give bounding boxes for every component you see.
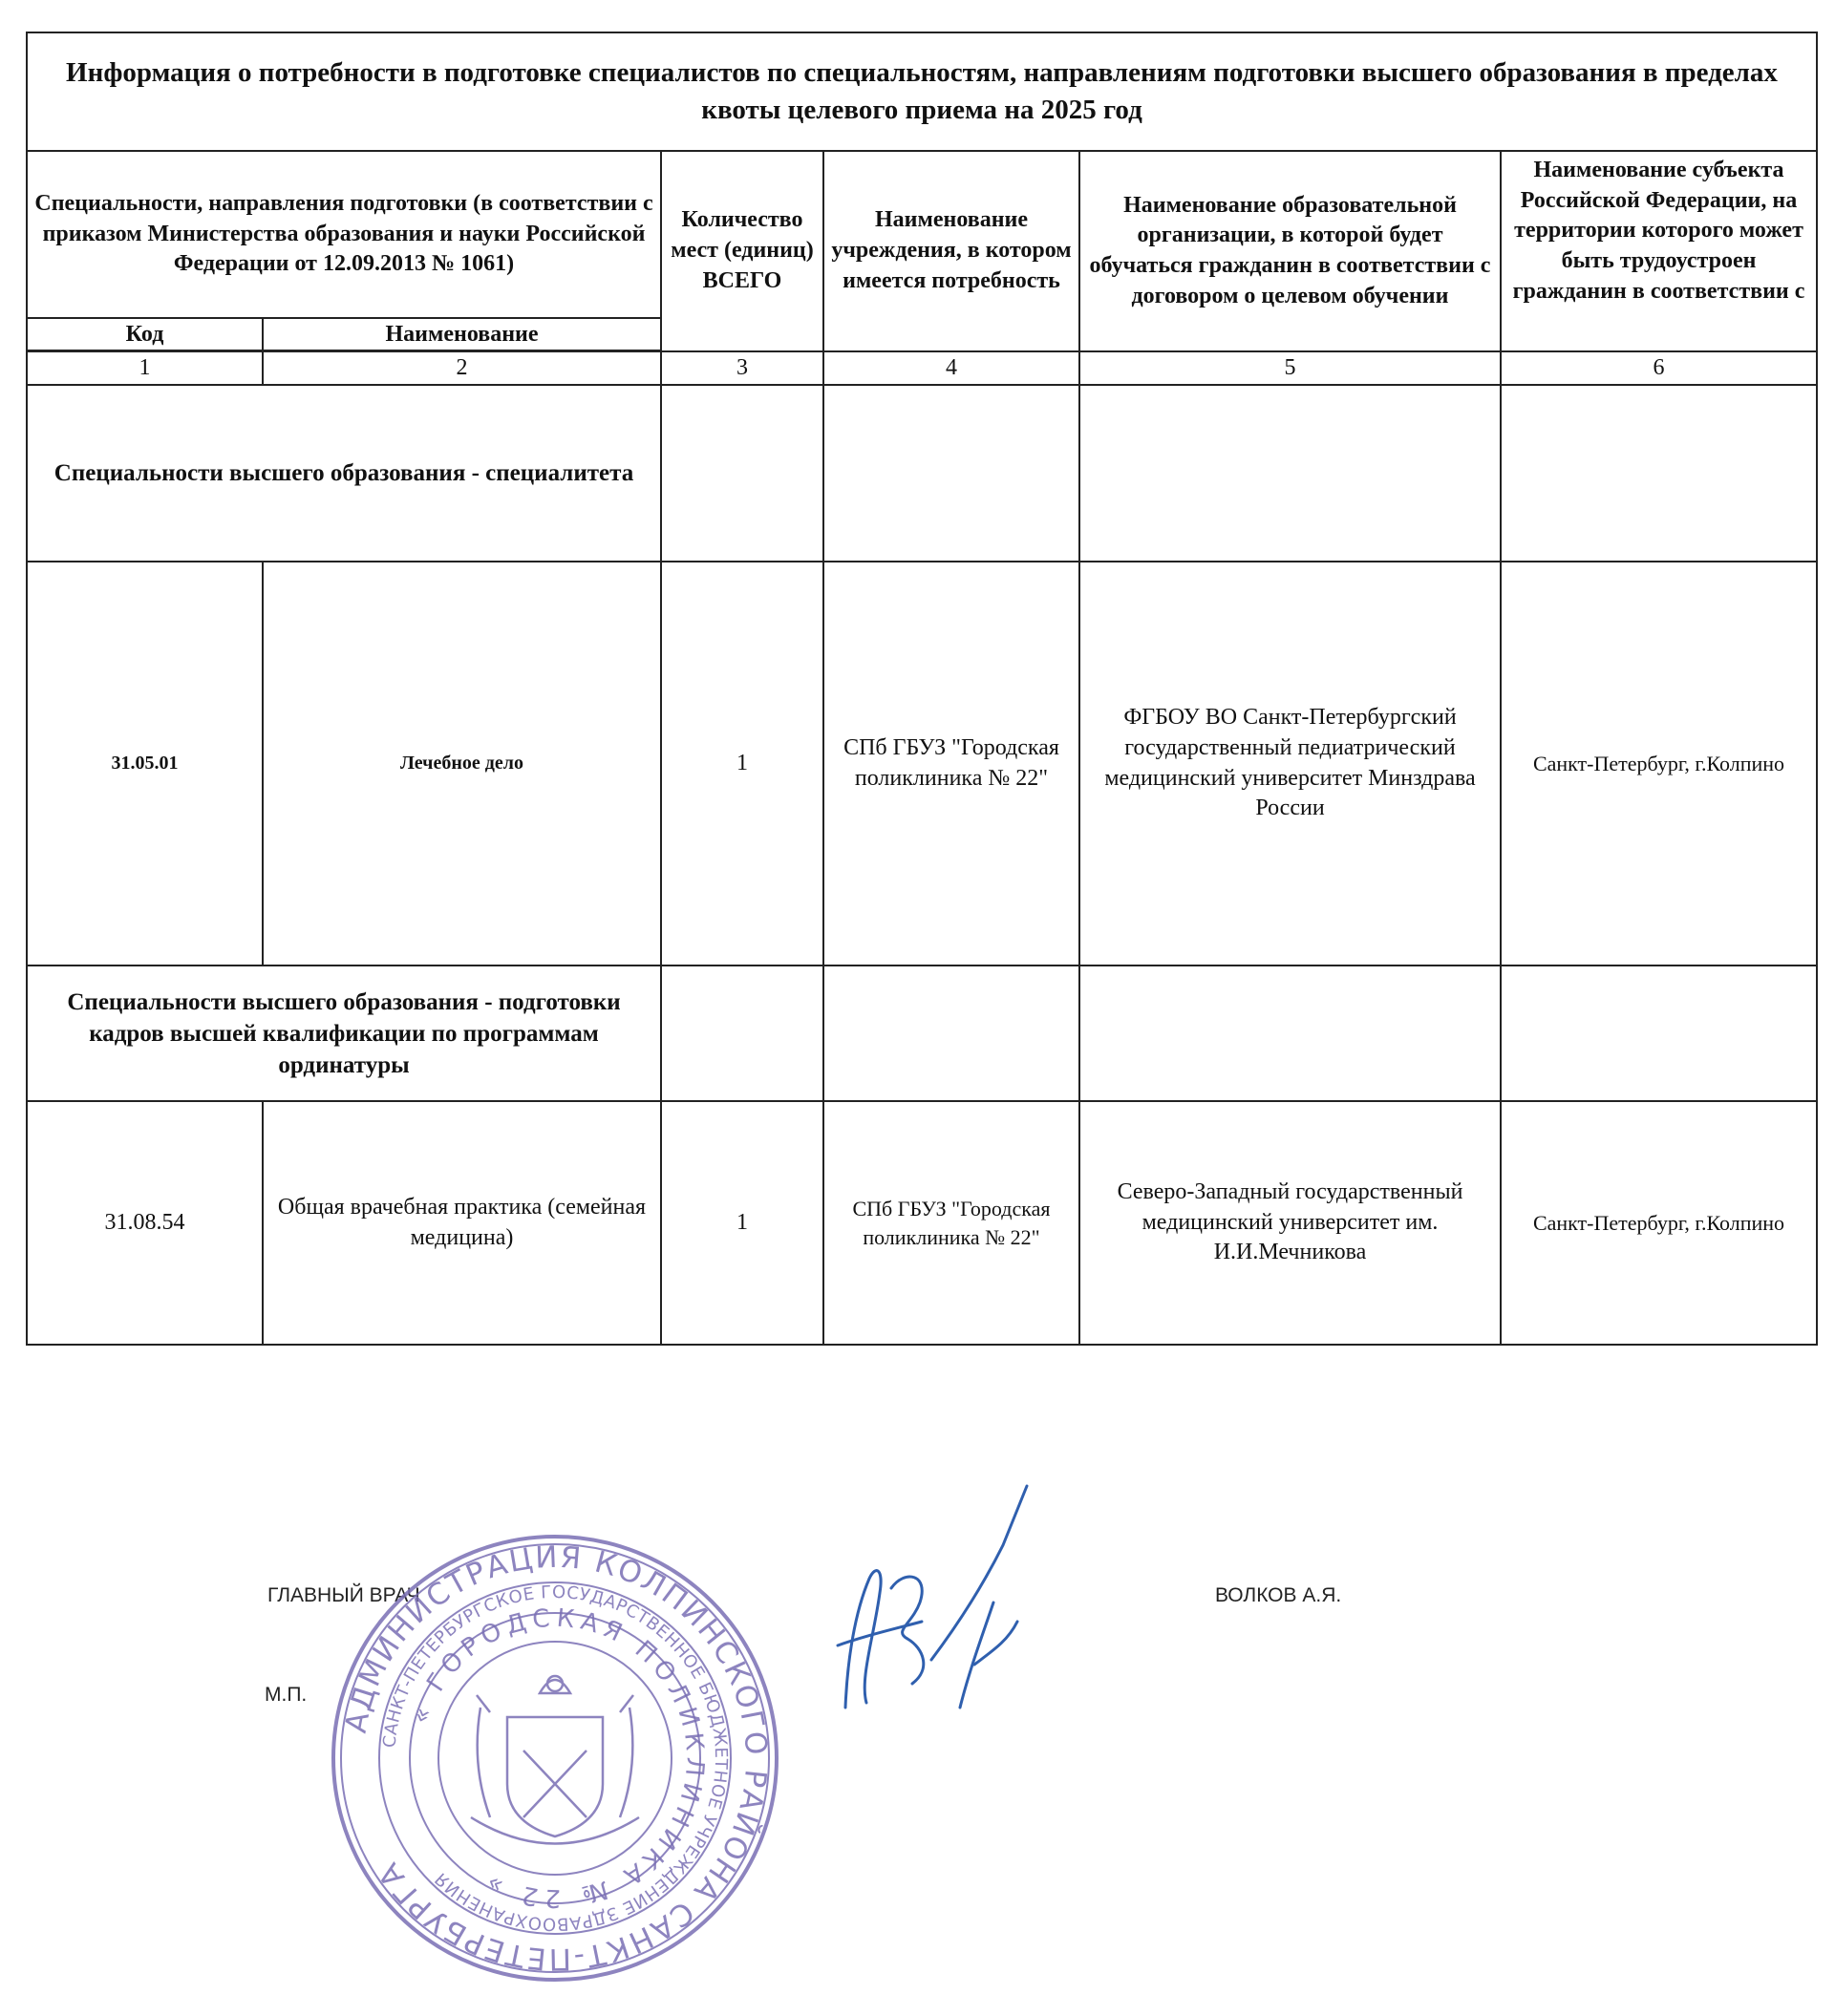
stamp-middle-text: САНКТ-ПЕТЕРБУРГСКОЕ ГОСУДАРСТВЕННОЕ БЮДЖЕТНОЕ УЧРЕЖДЕНИЕ ЗДРАВООХРАНЕНИЯ xyxy=(379,1581,732,1935)
header-specialties-group: Специальности, направления подготовки (в соответствии с приказом Министерства образования и науки Российской Федерации от 12.09.2013 № 1061) xyxy=(34,190,653,277)
row-code: 31.05.01 xyxy=(111,753,179,775)
target-quota-table xyxy=(26,32,1818,1346)
row-edu-org: Северо-Западный государственный медицинский университет им. И.И.Мечникова xyxy=(1117,1178,1463,1265)
row-edu-org: ФГБОУ ВО Санкт-Петербургский государственный педиатрический медицинский университет Минздрава России xyxy=(1104,705,1476,821)
signature xyxy=(817,1478,1075,1736)
header-institution: Наименование учреждения, в котором имеется потребность xyxy=(831,207,1072,293)
header-edu-org: Наименование образовательной организации, в которой будет обучаться гражданин в соответствии с договором о целевом обучении xyxy=(1089,192,1491,308)
row-institution: СПб ГБУЗ "Городская поликлиника № 22" xyxy=(852,1197,1051,1249)
column-number: 2 xyxy=(456,354,468,380)
column-number: 4 xyxy=(946,354,957,380)
row-institution: СПб ГБУЗ "Городская поликлиника № 22" xyxy=(843,734,1059,791)
row-subject: Санкт-Петербург, г.Колпино xyxy=(1532,1210,1785,1235)
column-number: 1 xyxy=(139,354,151,380)
header-quantity: Количество мест (единиц) ВСЕГО xyxy=(671,207,814,293)
official-stamp xyxy=(328,1531,782,1985)
header-subject: Наименование субъекта Российской Федерации, на территории которого может быть трудоустроен гражданин в соответствии с xyxy=(1512,158,1805,304)
signer-name: ВОЛКОВ А.Я. xyxy=(1215,1584,1342,1606)
row-quantity: 1 xyxy=(736,750,748,775)
page-title: Информация о потребности в подготовке специалистов по специальностям, направлениям подготовки высшего образования в пределах квоты целевого приема на 2025 год xyxy=(66,56,1778,125)
section-title: Специальности высшего образования - подготовки кадров высшей квалификации по программам ординатуры xyxy=(67,988,621,1078)
column-number: 6 xyxy=(1653,354,1665,380)
seal-place-label: М.П. xyxy=(265,1684,308,1706)
row-quantity: 1 xyxy=(736,1209,748,1235)
row-code: 31.08.54 xyxy=(104,1209,185,1235)
row-name: Лечебное дело xyxy=(400,753,523,775)
coat-of-arms-icon xyxy=(471,1676,639,1844)
header-code: Код xyxy=(125,321,164,347)
position-label: ГЛАВНЫЙ ВРАЧ xyxy=(267,1584,420,1606)
row-subject: Санкт-Петербург, г.Колпино xyxy=(1532,751,1785,775)
header-name: Наименование xyxy=(385,321,539,347)
section-title: Специальности высшего образования - специалитета xyxy=(53,460,634,486)
stamp-inner-text: « ГОРОДСКАЯ ПОЛИКЛИНИКА № 22 » xyxy=(406,1603,710,1913)
column-number: 3 xyxy=(736,354,748,380)
column-number: 5 xyxy=(1284,354,1296,380)
row-name: Общая врачебная практика (семейная медицина) xyxy=(277,1194,647,1250)
stamp-outer-text: АДМИНИСТРАЦИЯ КОЛПИНСКОГО РАЙОНА САНКТ-ПЕТЕРБУРГА xyxy=(338,1539,774,1977)
